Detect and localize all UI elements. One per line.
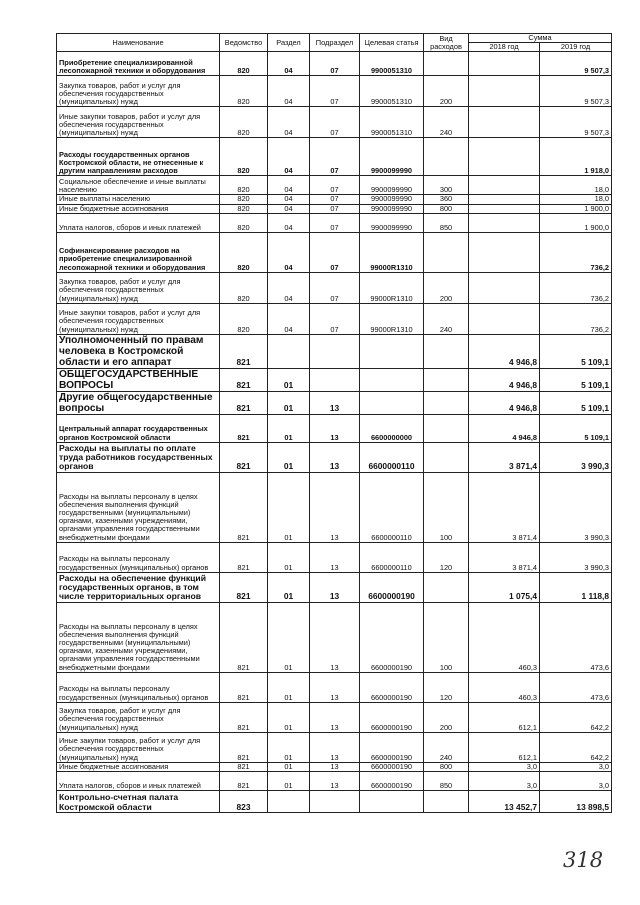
row-podrazdel: 13 [310,732,360,762]
row-sum-2018: 3 871,4 [469,472,540,542]
row-podrazdel: 13 [310,772,360,791]
row-name: ОБЩЕГОСУДАРСТВЕННЫЕ ВОПРОСЫ [57,368,220,391]
row-vedomstvo: 821 [220,732,268,762]
row-name: Уплата налогов, сборов и иных платежей [57,772,220,791]
row-razdel: 01 [268,368,310,391]
row-razdel: 01 [268,732,310,762]
table-row [57,195,612,204]
table-row [57,414,612,442]
row-target-article: 9900099990 [360,176,424,195]
row-expense-type [424,414,469,442]
table-row [57,602,612,672]
row-vedomstvo: 821 [220,672,268,702]
row-vedomstvo: 821 [220,334,268,368]
handwritten-page-number: 318 [563,848,604,872]
row-sum-2019: 5 109,1 [540,334,612,368]
row-sum-2019: 5 109,1 [540,414,612,442]
row-razdel: 01 [268,414,310,442]
row-expense-type: 200 [424,702,469,732]
row-expense-type [424,52,469,76]
row-vedomstvo: 820 [220,213,268,232]
row-sum-2019: 5 109,1 [540,391,612,414]
row-target-article: 6600000190 [360,772,424,791]
table-row [57,138,612,176]
row-razdel: 01 [268,762,310,771]
row-name: Расходы на выплаты персоналу государственных (муниципальных) органов [57,672,220,702]
row-sum-2018 [469,138,540,176]
row-expense-type: 300 [424,176,469,195]
row-razdel: 01 [268,602,310,672]
row-sum-2019: 18,0 [540,195,612,204]
row-target-article: 99000R1310 [360,303,424,334]
table-header [57,34,612,52]
row-target-article: 9900099990 [360,213,424,232]
row-sum-2019: 13 898,5 [540,791,612,813]
row-vedomstvo: 820 [220,107,268,138]
row-sum-2019: 473,6 [540,602,612,672]
table-row [57,107,612,138]
row-expense-type: 240 [424,107,469,138]
header-expense-type: Вид расходов [424,34,469,52]
row-expense-type [424,334,469,368]
row-target-article [360,334,424,368]
row-sum-2018 [469,232,540,272]
row-razdel: 04 [268,138,310,176]
table-row [57,732,612,762]
table-row [57,368,612,391]
row-target-article: 6600000000 [360,414,424,442]
row-sum-2018: 4 946,8 [469,334,540,368]
row-expense-type: 360 [424,195,469,204]
row-sum-2019: 736,2 [540,272,612,303]
row-podrazdel: 07 [310,138,360,176]
row-razdel [268,334,310,368]
header-target-article: Целевая статья [360,34,424,52]
row-expense-type [424,391,469,414]
row-expense-type [424,442,469,472]
row-name: Контрольно-счетная палата Костромской области [57,791,220,813]
header-podrazdel: Подраздел [310,34,360,52]
row-vedomstvo: 820 [220,232,268,272]
row-name: Расходы на выплаты по оплате труда работников государственных органов [57,442,220,472]
row-vedomstvo: 820 [220,176,268,195]
row-razdel [268,791,310,813]
row-vedomstvo: 820 [220,52,268,76]
row-razdel: 01 [268,542,310,572]
row-target-article: 6600000110 [360,472,424,542]
row-sum-2019: 642,2 [540,702,612,732]
row-razdel: 04 [268,213,310,232]
row-expense-type: 800 [424,204,469,213]
table-body [57,52,612,813]
row-sum-2018: 460,3 [469,602,540,672]
row-expense-type: 200 [424,76,469,107]
row-razdel: 04 [268,272,310,303]
row-vedomstvo: 821 [220,772,268,791]
row-sum-2018: 612,1 [469,732,540,762]
row-sum-2018 [469,52,540,76]
table-row [57,334,612,368]
row-sum-2019: 473,6 [540,672,612,702]
row-razdel: 01 [268,391,310,414]
row-expense-type: 200 [424,272,469,303]
row-podrazdel: 07 [310,272,360,303]
row-name: Закупка товаров, работ и услуг для обеспечения государственных (муниципальных) нужд [57,76,220,107]
row-name: Расходы государственных органов Костромской области, не отнесенные к другим направлениям расходов [57,138,220,176]
row-sum-2019: 3 990,3 [540,542,612,572]
row-vedomstvo: 821 [220,442,268,472]
table-row [57,772,612,791]
row-podrazdel [310,368,360,391]
row-vedomstvo: 820 [220,195,268,204]
row-sum-2019: 9 507,3 [540,76,612,107]
table-row [57,572,612,602]
row-vedomstvo: 821 [220,542,268,572]
row-podrazdel: 13 [310,762,360,771]
row-expense-type: 800 [424,762,469,771]
table-row [57,204,612,213]
row-name: Софинансирование расходов на приобретение специализированной лесопожарной техники и оборудования [57,232,220,272]
row-podrazdel [310,334,360,368]
row-vedomstvo: 821 [220,762,268,771]
row-podrazdel: 07 [310,213,360,232]
row-sum-2018 [469,107,540,138]
row-podrazdel: 13 [310,672,360,702]
row-sum-2018: 13 452,7 [469,791,540,813]
row-sum-2018: 612,1 [469,702,540,732]
row-podrazdel [310,791,360,813]
row-expense-type [424,138,469,176]
row-expense-type [424,791,469,813]
row-razdel: 04 [268,303,310,334]
row-vedomstvo: 821 [220,702,268,732]
table-row [57,52,612,76]
row-target-article: 6600000190 [360,702,424,732]
row-sum-2018: 3 871,4 [469,542,540,572]
row-podrazdel: 07 [310,176,360,195]
row-name: Центральный аппарат государственных органов Костромской области [57,414,220,442]
row-name: Другие общегосударственные вопросы [57,391,220,414]
header-year-2018: 2018 год [469,43,540,52]
table-row [57,702,612,732]
row-expense-type: 120 [424,672,469,702]
row-sum-2018 [469,195,540,204]
row-podrazdel: 13 [310,414,360,442]
table-row [57,672,612,702]
row-sum-2019: 1 900,0 [540,213,612,232]
row-sum-2018: 4 946,8 [469,391,540,414]
row-expense-type [424,368,469,391]
table-row [57,213,612,232]
row-name: Иные бюджетные ассигнования [57,762,220,771]
header-year-2019: 2019 год [540,43,612,52]
row-sum-2018 [469,204,540,213]
row-sum-2019: 3 990,3 [540,472,612,542]
row-target-article: 6600000190 [360,572,424,602]
table-row [57,303,612,334]
row-vedomstvo: 820 [220,303,268,334]
table-row [57,76,612,107]
row-razdel: 01 [268,672,310,702]
row-name: Уплата налогов, сборов и иных платежей [57,213,220,232]
row-sum-2018: 4 946,8 [469,368,540,391]
row-target-article [360,368,424,391]
row-target-article: 6600000110 [360,442,424,472]
table-row [57,791,612,813]
row-expense-type: 850 [424,213,469,232]
row-target-article: 6600000110 [360,542,424,572]
row-target-article: 6600000190 [360,762,424,771]
row-razdel: 01 [268,472,310,542]
row-name: Закупка товаров, работ и услуг для обеспечения государственных (муниципальных) нужд [57,702,220,732]
header-sum: Сумма [469,34,612,43]
header-vedomstvo: Ведомство [220,34,268,52]
row-expense-type: 240 [424,732,469,762]
row-vedomstvo: 821 [220,602,268,672]
table-row [57,232,612,272]
row-vedomstvo: 821 [220,572,268,602]
row-expense-type [424,232,469,272]
row-target-article: 9900099990 [360,195,424,204]
row-name: Социальное обеспечение и иные выплаты населению [57,176,220,195]
row-sum-2018: 1 075,4 [469,572,540,602]
row-razdel: 04 [268,195,310,204]
row-name: Иные закупки товаров, работ и услуг для обеспечения государственных (муниципальных) нужд [57,732,220,762]
row-sum-2018: 3,0 [469,762,540,771]
row-podrazdel: 13 [310,472,360,542]
row-vedomstvo: 821 [220,472,268,542]
row-sum-2019: 642,2 [540,732,612,762]
row-sum-2019: 18,0 [540,176,612,195]
table-row [57,472,612,542]
row-podrazdel: 07 [310,52,360,76]
row-name: Расходы на выплаты персоналу в целях обеспечения выполнения функций государственными (муниципальными) органами, казенными учреждениями, органами управления государственными внебюджетными фондами [57,602,220,672]
row-sum-2018: 3,0 [469,772,540,791]
row-name: Иные закупки товаров, работ и услуг для обеспечения государственных (муниципальных) нужд [57,107,220,138]
row-sum-2019: 3 990,3 [540,442,612,472]
row-name: Приобретение специализированной лесопожарной техники и оборудования [57,52,220,76]
row-name: Расходы на обеспечение функций государственных органов, в том числе территориальных органов [57,572,220,602]
row-sum-2019: 3,0 [540,772,612,791]
row-vedomstvo: 820 [220,138,268,176]
row-podrazdel: 13 [310,542,360,572]
row-sum-2019: 1 118,8 [540,572,612,602]
row-vedomstvo: 820 [220,76,268,107]
row-razdel: 04 [268,204,310,213]
row-sum-2019: 9 507,3 [540,52,612,76]
row-sum-2019: 9 507,3 [540,107,612,138]
row-name: Иные закупки товаров, работ и услуг для обеспечения государственных (муниципальных) нужд [57,303,220,334]
row-razdel: 04 [268,232,310,272]
table-row [57,272,612,303]
row-sum-2019: 3,0 [540,762,612,771]
row-target-article: 6600000190 [360,732,424,762]
row-sum-2018: 4 946,8 [469,414,540,442]
table-row [57,542,612,572]
row-vedomstvo: 821 [220,368,268,391]
row-vedomstvo: 821 [220,414,268,442]
header-razdel: Раздел [268,34,310,52]
row-podrazdel: 07 [310,204,360,213]
row-target-article [360,391,424,414]
row-razdel: 01 [268,772,310,791]
table-row [57,391,612,414]
row-target-article: 9900051310 [360,76,424,107]
row-target-article [360,791,424,813]
row-sum-2018 [469,303,540,334]
row-podrazdel: 13 [310,391,360,414]
row-sum-2019: 736,2 [540,303,612,334]
row-expense-type: 850 [424,772,469,791]
row-name: Иные выплаты населению [57,195,220,204]
row-target-article: 99000R1310 [360,232,424,272]
row-target-article: 9900099990 [360,138,424,176]
table-row [57,762,612,771]
row-sum-2019: 1 918,0 [540,138,612,176]
row-sum-2019: 736,2 [540,232,612,272]
table-row [57,176,612,195]
row-sum-2019: 5 109,1 [540,368,612,391]
row-podrazdel: 13 [310,572,360,602]
row-target-article: 9900099990 [360,204,424,213]
row-sum-2019: 1 900,0 [540,204,612,213]
row-vedomstvo: 823 [220,791,268,813]
row-target-article: 9900051310 [360,107,424,138]
row-vedomstvo: 820 [220,272,268,303]
table-row [57,442,612,472]
row-expense-type: 120 [424,542,469,572]
row-target-article: 99000R1310 [360,272,424,303]
budget-table [56,33,612,813]
header-name: Наименование [57,34,220,52]
row-name: Уполномоченный по правам человека в Костромской области и его аппарат [57,334,220,368]
row-expense-type: 100 [424,472,469,542]
row-expense-type: 100 [424,602,469,672]
row-sum-2018 [469,176,540,195]
row-razdel: 04 [268,176,310,195]
row-sum-2018 [469,76,540,107]
row-sum-2018: 3 871,4 [469,442,540,472]
row-name: Иные бюджетные ассигнования [57,204,220,213]
row-podrazdel: 13 [310,702,360,732]
row-expense-type [424,572,469,602]
row-expense-type: 240 [424,303,469,334]
row-sum-2018 [469,272,540,303]
row-razdel: 04 [268,76,310,107]
row-razdel: 04 [268,52,310,76]
row-podrazdel: 07 [310,232,360,272]
row-sum-2018 [469,213,540,232]
row-podrazdel: 13 [310,602,360,672]
row-name: Расходы на выплаты персоналу в целях обеспечения выполнения функций государственными (муниципальными) органами, казенными учреждениями, органами управления государственными внебюджетными фондами [57,472,220,542]
row-podrazdel: 13 [310,442,360,472]
row-target-article: 6600000190 [360,672,424,702]
row-podrazdel: 07 [310,303,360,334]
row-podrazdel: 07 [310,107,360,138]
row-vedomstvo: 820 [220,204,268,213]
row-razdel: 04 [268,107,310,138]
row-podrazdel: 07 [310,195,360,204]
row-name: Закупка товаров, работ и услуг для обеспечения государственных (муниципальных) нужд [57,272,220,303]
row-podrazdel: 07 [310,76,360,107]
row-sum-2018: 460,3 [469,672,540,702]
row-vedomstvo: 821 [220,391,268,414]
row-name: Расходы на выплаты персоналу государственных (муниципальных) органов [57,542,220,572]
row-target-article: 6600000190 [360,602,424,672]
row-razdel: 01 [268,702,310,732]
row-razdel: 01 [268,442,310,472]
row-target-article: 9900051310 [360,52,424,76]
row-razdel: 01 [268,572,310,602]
